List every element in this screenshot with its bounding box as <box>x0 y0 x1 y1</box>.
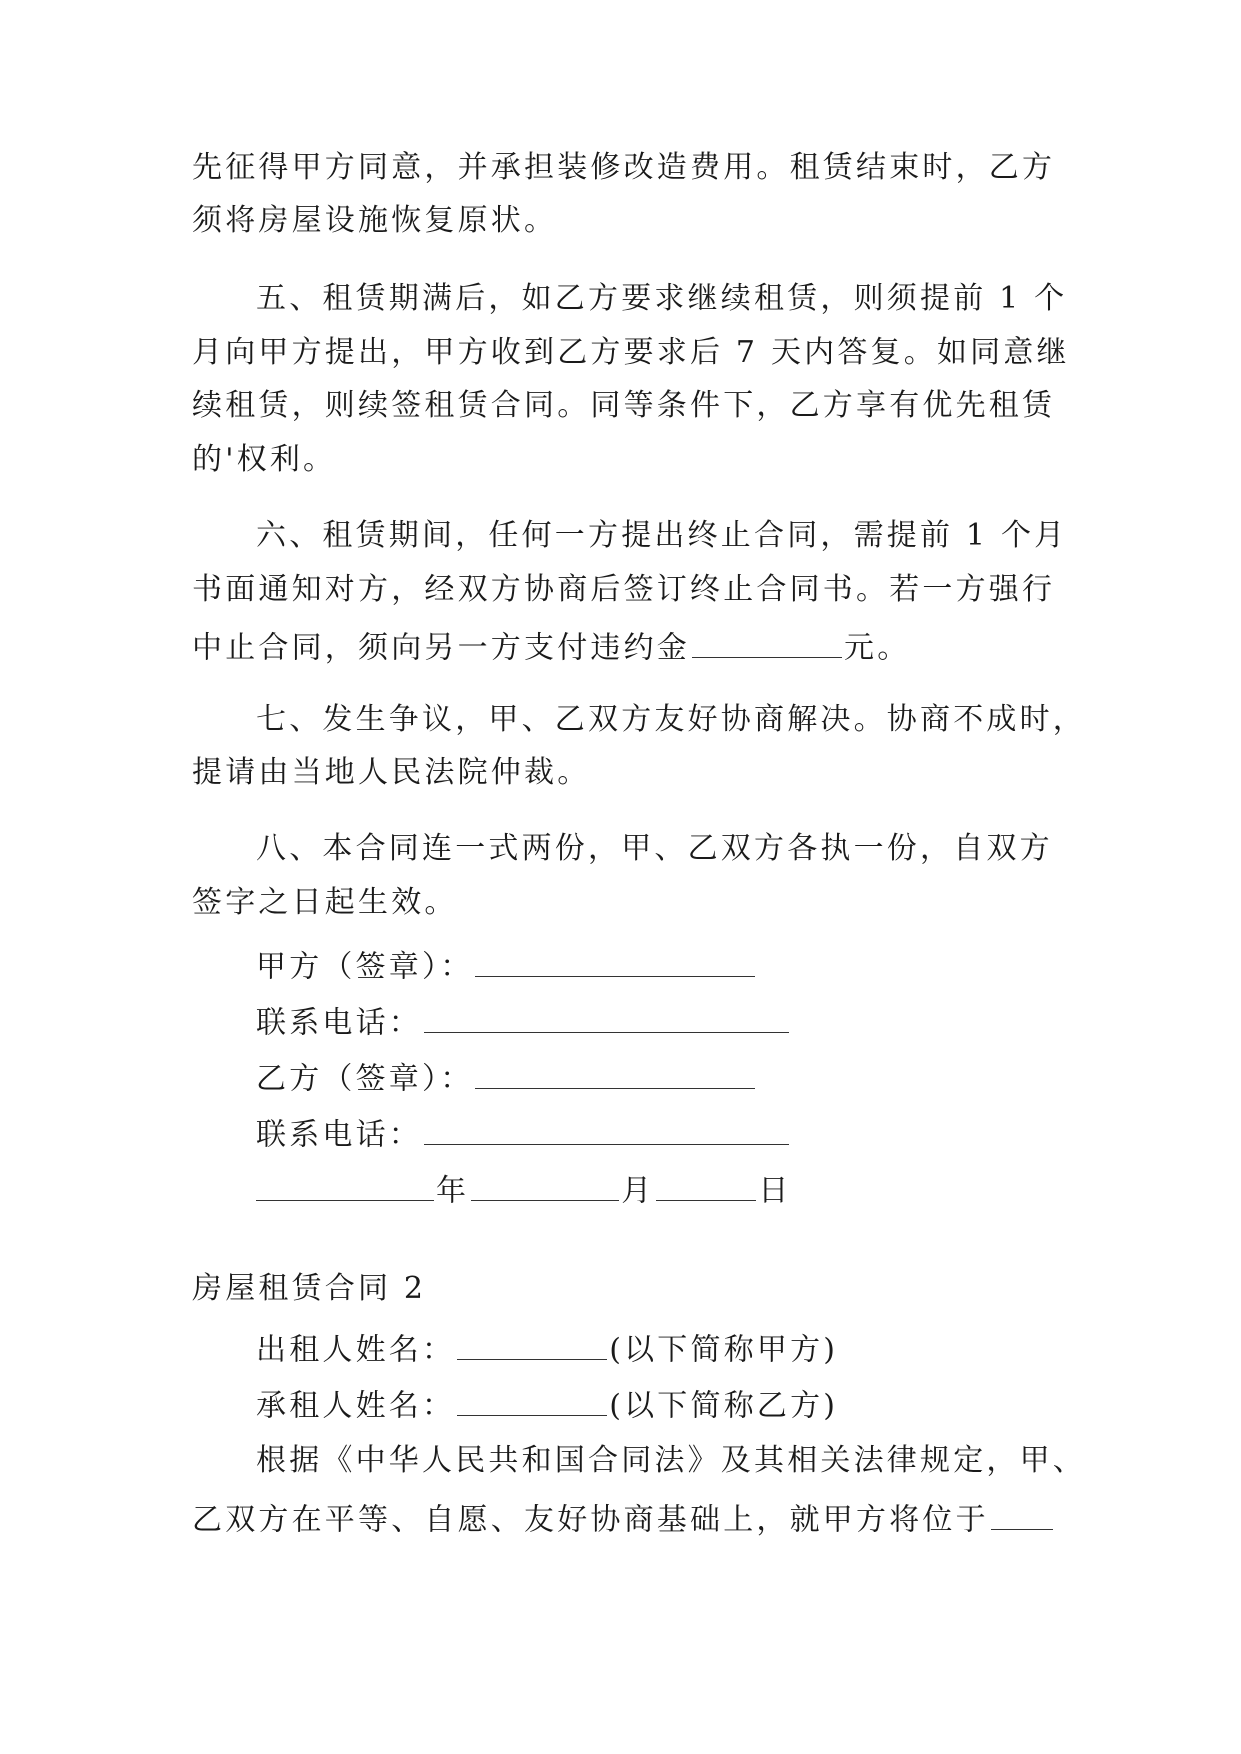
paragraph-line: 提请由当地人民法院仲裁。 <box>192 755 591 790</box>
party-b-signature-blank[interactable] <box>475 1059 755 1089</box>
paragraph-line: 月向甲方提出，甲方收到乙方要求后 7 天内答复。如同意继 <box>192 335 1070 370</box>
lessee-name-blank[interactable] <box>457 1386 607 1416</box>
month-blank[interactable] <box>471 1171 619 1201</box>
year-blank[interactable] <box>256 1171 434 1201</box>
clause-8-line: 八、本合同连一式两份，甲、乙双方各执一份，自双方 <box>256 831 1053 866</box>
location-line <box>192 1500 1052 1536</box>
lessee-name-label: 承租人姓名： <box>256 1388 456 1424</box>
lessee-name-line <box>256 1386 1116 1422</box>
clause-7-line: 七、发生争议，甲、乙双方友好协商解决。协商不成时， <box>256 702 1086 737</box>
penalty-text: 中止合同，须向另一方支付违约金 <box>192 630 690 666</box>
lessor-name-line <box>256 1330 1116 1366</box>
party-b-signature-label: 乙方（签章）： <box>256 1061 474 1097</box>
date-line <box>256 1171 1116 1207</box>
lessor-alias: (以下简称甲方) <box>609 1332 839 1368</box>
party-a-phone-blank[interactable] <box>424 1003 789 1033</box>
paragraph-line: 先征得甲方同意，并承担装修改造费用。租赁结束时，乙方 <box>192 150 1056 185</box>
year-label: 年 <box>436 1173 470 1209</box>
party-b-phone-label: 联系电话： <box>256 1117 422 1153</box>
party-b-signature-line <box>256 1059 1116 1095</box>
clause-5-line: 五、租赁期满后，如乙方要求继续租赁，则须提前 1 个 <box>256 281 1068 316</box>
lessor-name-blank[interactable] <box>457 1330 607 1360</box>
month-label: 月 <box>621 1173 655 1209</box>
penalty-line <box>192 628 1052 664</box>
location-blank[interactable] <box>991 1500 1053 1530</box>
paragraph-line: 须将房屋设施恢复原状。 <box>192 203 558 238</box>
currency-unit: 元。 <box>844 630 911 666</box>
contract-2-paragraph-line: 根据《中华人民共和国合同法》及其相关法律规定，甲、 <box>256 1443 1086 1478</box>
lessee-alias: (以下简称乙方) <box>609 1388 839 1424</box>
party-a-signature-label: 甲方（签章）： <box>256 949 474 985</box>
party-a-signature-line <box>256 947 1116 983</box>
party-a-phone-line <box>256 1003 1116 1039</box>
party-b-phone-line <box>256 1115 1116 1151</box>
day-label: 日 <box>758 1173 792 1209</box>
party-a-signature-blank[interactable] <box>475 947 755 977</box>
clause-6-line: 六、租赁期间，任何一方提出终止合同，需提前 1 个月 <box>256 518 1068 553</box>
paragraph-line: 的'权利。 <box>192 442 337 477</box>
party-a-phone-label: 联系电话： <box>256 1005 422 1041</box>
day-blank[interactable] <box>656 1171 756 1201</box>
lessor-name-label: 出租人姓名： <box>256 1332 456 1368</box>
paragraph-line: 续租赁，则续签租赁合同。同等条件下，乙方享有优先租赁 <box>192 388 1056 423</box>
party-b-phone-blank[interactable] <box>424 1115 789 1145</box>
contract-2-title: 房屋租赁合同 2 <box>192 1271 427 1306</box>
paragraph-line: 签字之日起生效。 <box>192 885 458 920</box>
location-text: 乙双方在平等、自愿、友好协商基础上，就甲方将位于 <box>192 1502 989 1538</box>
paragraph-line: 书面通知对方，经双方协商后签订终止合同书。若一方强行 <box>192 572 1056 607</box>
penalty-amount-blank[interactable] <box>692 628 842 658</box>
